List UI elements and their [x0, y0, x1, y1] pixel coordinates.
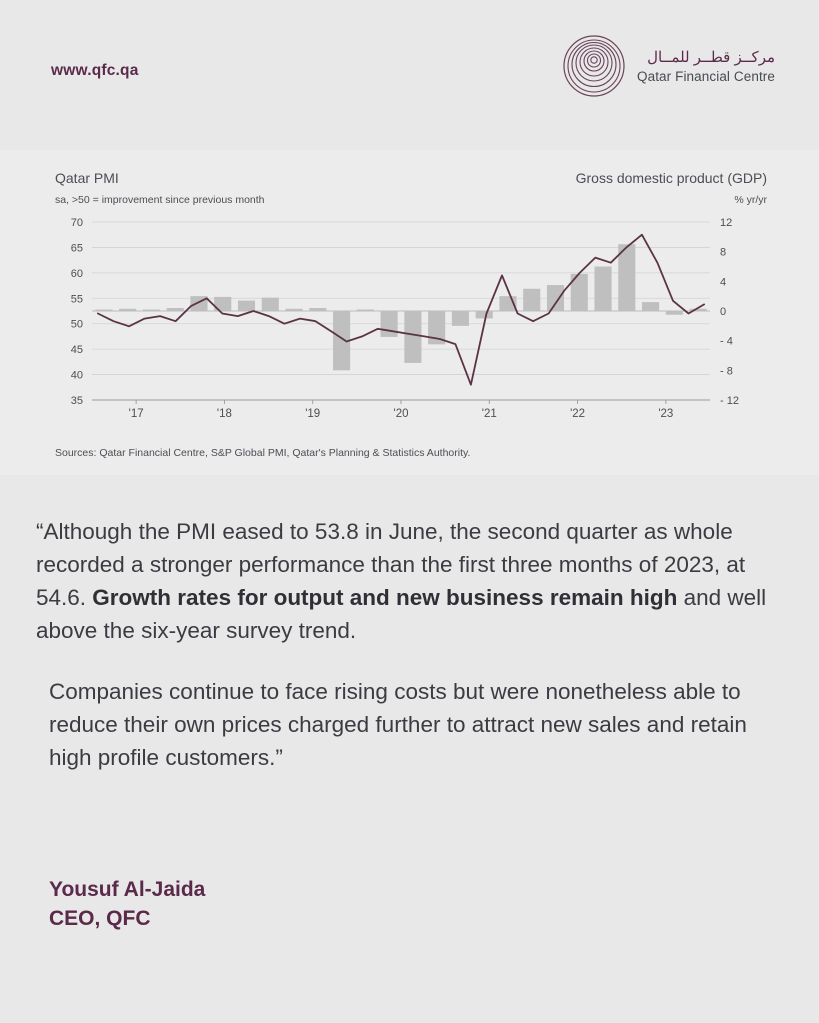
- svg-text:- 4: - 4: [720, 335, 733, 348]
- svg-text:60: 60: [70, 267, 83, 280]
- logo-latin-name: Qatar Financial Centre: [636, 69, 775, 84]
- quote-open-mark: “: [36, 519, 44, 544]
- logo-text: [637, 48, 775, 84]
- svg-text:35: 35: [70, 395, 83, 407]
- svg-text:'17: '17: [128, 408, 144, 420]
- attribution-name: Yousuf Al-Jaida: [49, 878, 206, 901]
- svg-text:'18: '18: [216, 408, 232, 420]
- chart-panel: [0, 150, 819, 475]
- svg-text:'19: '19: [305, 408, 321, 420]
- logo-arabic-name: مركــز قطــر للمــال: [647, 49, 775, 66]
- quote-p1-bold: Growth rates for output and new business remain high: [92, 585, 678, 610]
- page-header: [0, 0, 819, 125]
- quote-p1-part1: Although the PMI eased to 53.8 in June, the second quarter as whole recorded a stronger performance than the first three months of 2023, at 54.6.: [36, 519, 746, 610]
- concentric-circles-logo-icon: [563, 35, 625, 97]
- svg-text:0: 0: [720, 306, 727, 318]
- chart-source-note: Sources: Qatar Financial Centre, S&P Global PMI, Qatar's Planning & Statistics Authority.: [55, 447, 471, 459]
- chart-subtitle-right: % yr/yr: [734, 194, 767, 206]
- quote-block: [36, 515, 784, 774]
- chart-title-right: Gross domestic product (GDP): [575, 170, 767, 186]
- website-url[interactable]: www.qfc.qa: [51, 62, 139, 79]
- svg-text:'22: '22: [570, 408, 586, 420]
- quote-paragraph-2: Companies continue to face rising costs but were nonetheless able to reduce their own prices charged further to attract new sales and retain high profile customers.”: [49, 679, 747, 770]
- attribution: [49, 875, 205, 933]
- svg-text:12: 12: [720, 217, 733, 229]
- svg-text:4: 4: [720, 276, 727, 289]
- qfc-logo: [563, 35, 775, 97]
- chart-title-left: Qatar PMI: [55, 170, 119, 186]
- svg-text:45: 45: [70, 344, 83, 357]
- svg-text:- 12: - 12: [720, 395, 739, 407]
- svg-text:70: 70: [70, 217, 83, 229]
- svg-text:40: 40: [70, 369, 83, 382]
- svg-text:- 8: - 8: [720, 365, 733, 378]
- svg-text:50: 50: [70, 318, 83, 331]
- quote-paragraph-1: [36, 515, 784, 647]
- svg-text:55: 55: [70, 293, 83, 306]
- svg-text:'21: '21: [481, 408, 497, 420]
- attribution-role: CEO, QFC: [49, 907, 151, 930]
- svg-text:65: 65: [70, 242, 83, 255]
- pmi-gdp-chart: [0, 210, 819, 440]
- svg-text:'23: '23: [658, 408, 674, 420]
- chart-subtitle-left: sa, >50 = improvement since previous month: [55, 194, 265, 206]
- svg-text:8: 8: [720, 246, 727, 259]
- quote-p1-part2: and well above the six-year survey trend.: [36, 585, 767, 643]
- svg-text:'20: '20: [393, 408, 409, 420]
